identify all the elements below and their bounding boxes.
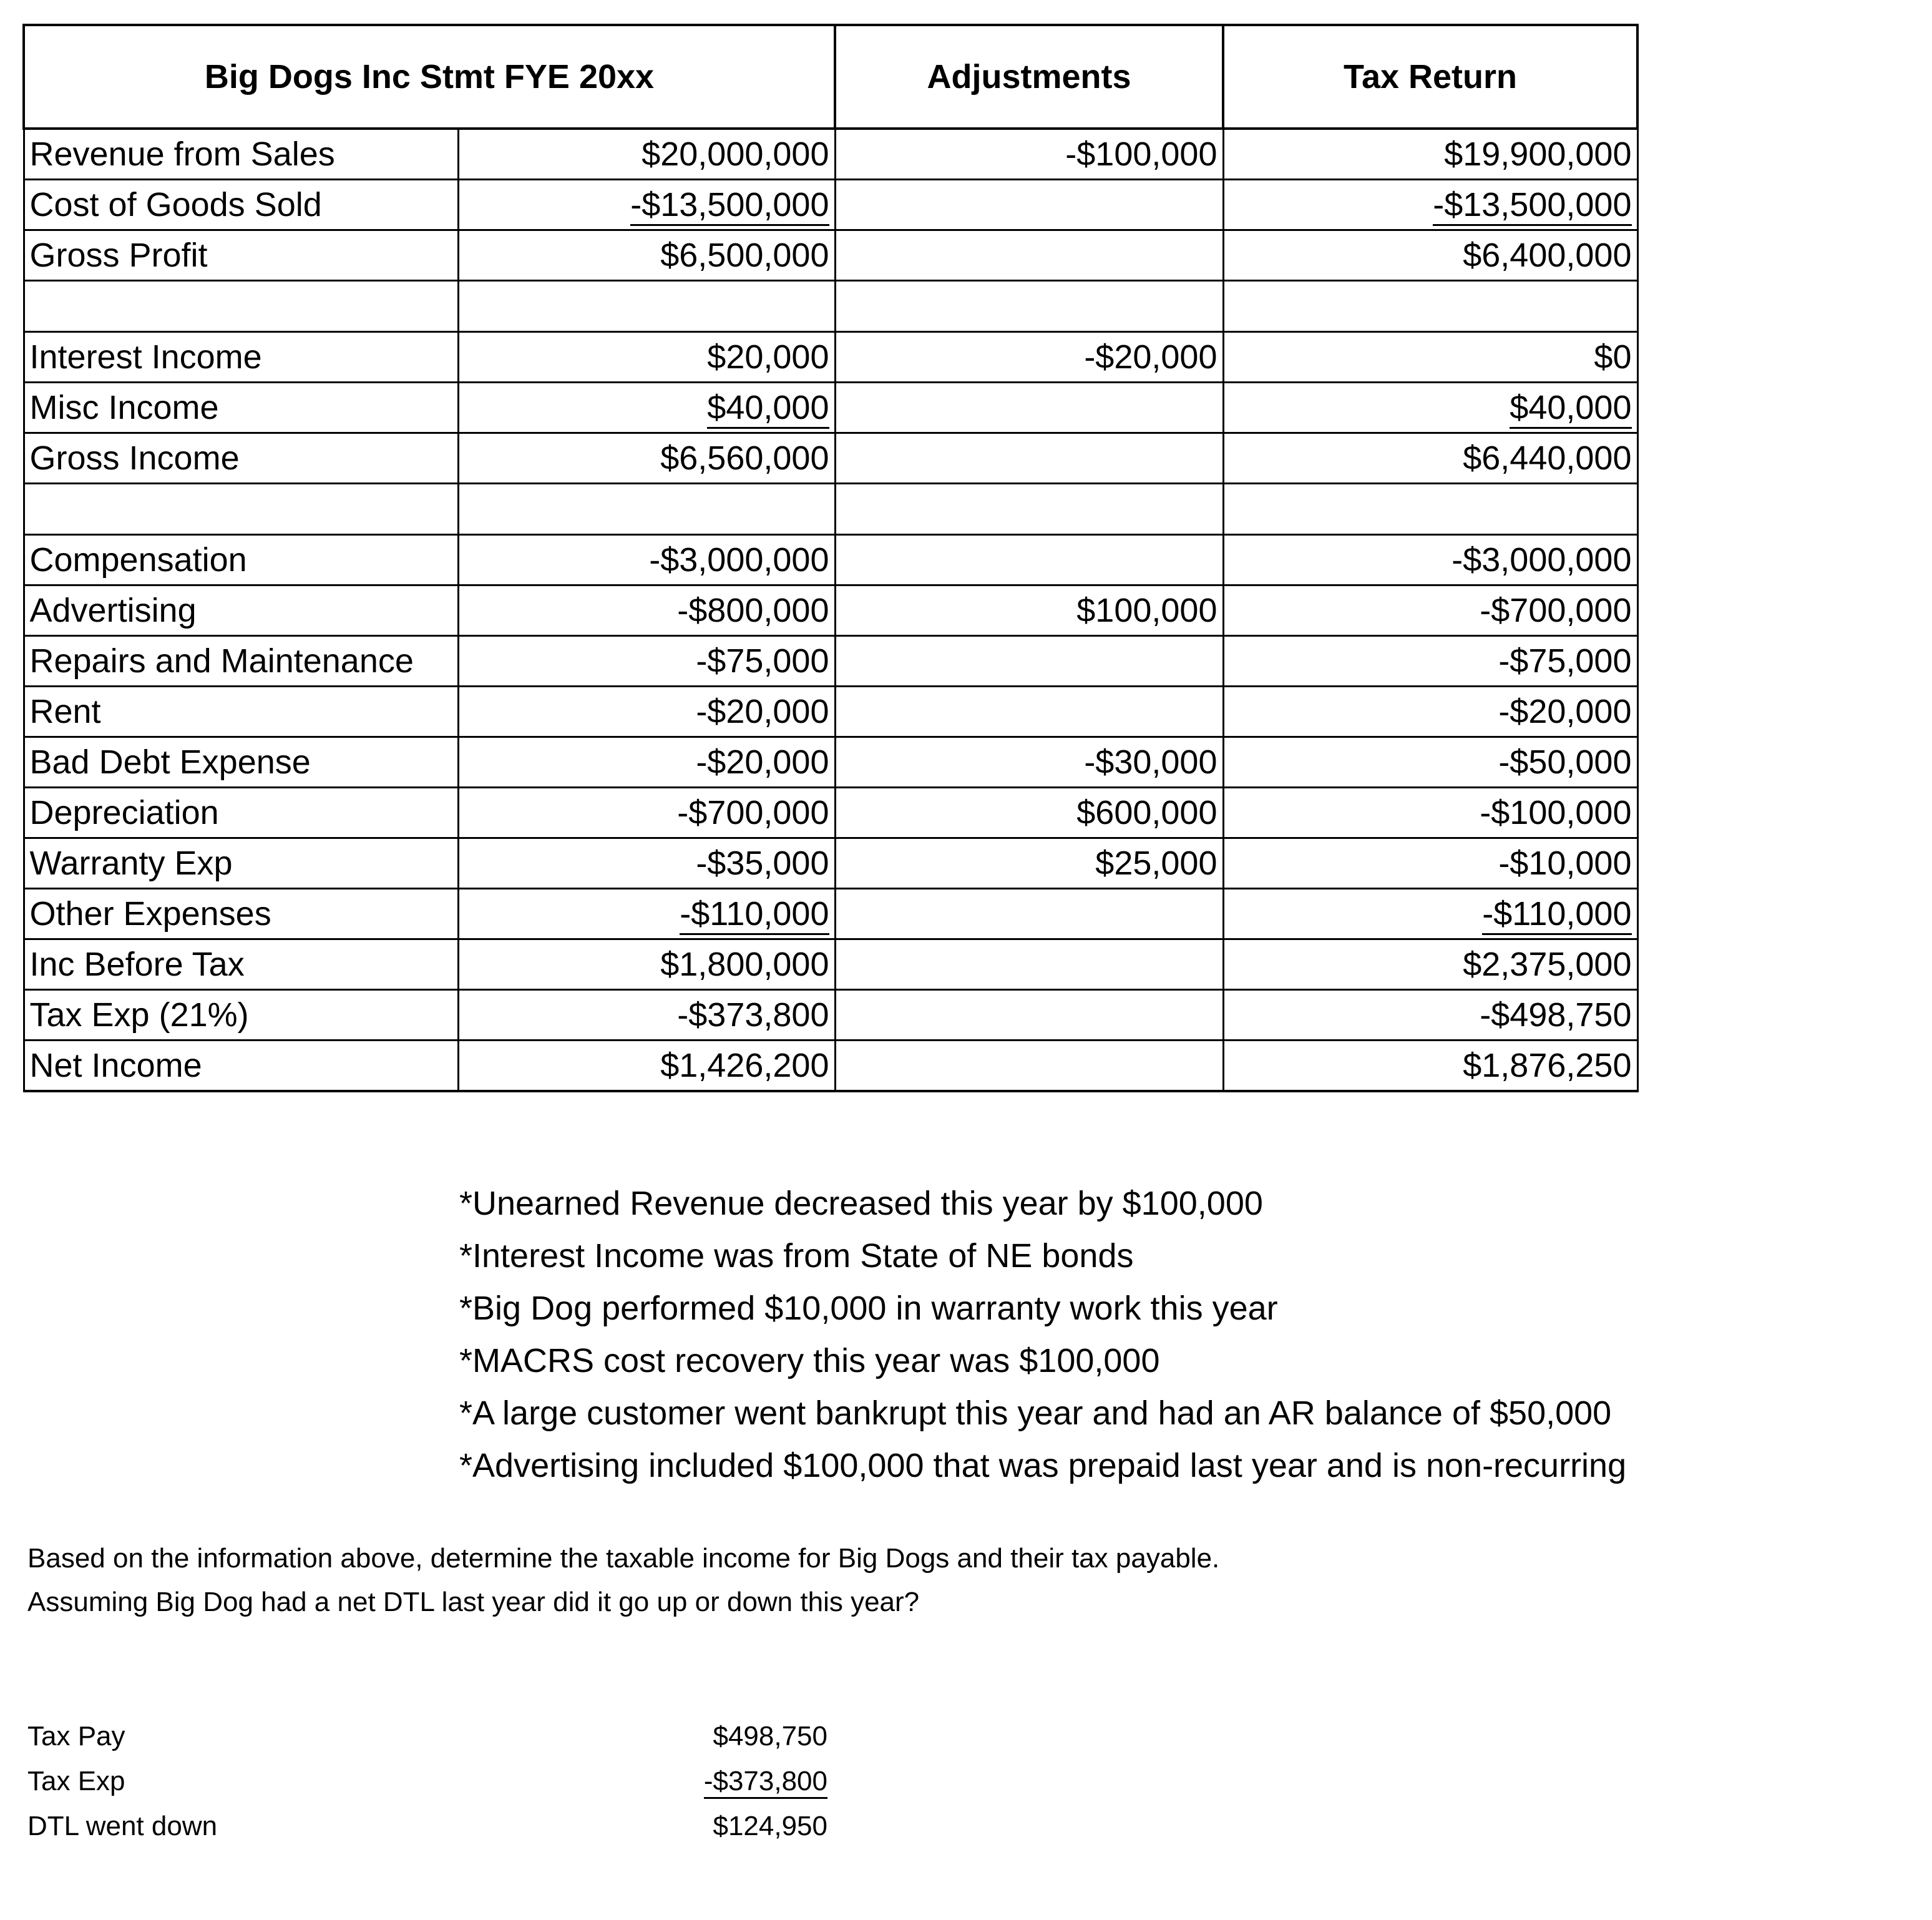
table-row bbox=[24, 990, 1637, 1041]
statement-amount[interactable] bbox=[458, 889, 835, 939]
adjustment-amount[interactable] bbox=[835, 535, 1223, 585]
row-label[interactable] bbox=[24, 281, 458, 332]
adjustment-amount[interactable] bbox=[835, 281, 1223, 332]
row-label[interactable]: Repairs and Maintenance bbox=[24, 636, 458, 687]
answer-value[interactable]: $124,950 bbox=[713, 1811, 827, 1841]
row-label[interactable]: Bad Debt Expense bbox=[24, 737, 458, 788]
tax-return-amount[interactable]: -$10,000 bbox=[1223, 838, 1637, 889]
adjustments-header: Adjustments bbox=[835, 25, 1223, 129]
note-item: *MACRS cost recovery this year was $100,000 bbox=[459, 1342, 1160, 1379]
statement-amount[interactable]: -$35,000 bbox=[458, 838, 835, 889]
table-row bbox=[24, 535, 1637, 585]
statement-amount-value: -$110,000 bbox=[680, 895, 829, 935]
tax-return-amount[interactable]: $6,440,000 bbox=[1223, 433, 1637, 484]
note-item: *Big Dog performed $10,000 in warranty work this year bbox=[459, 1290, 1278, 1327]
statement-amount[interactable]: $6,500,000 bbox=[458, 230, 835, 281]
answer-block bbox=[27, 1714, 827, 1849]
statement-amount[interactable]: $20,000 bbox=[458, 332, 835, 383]
statement-amount[interactable] bbox=[458, 281, 835, 332]
table-row bbox=[24, 1041, 1637, 1092]
row-label[interactable]: Gross Profit bbox=[24, 230, 458, 281]
row-label[interactable]: Misc Income bbox=[24, 383, 458, 433]
table-row bbox=[24, 433, 1637, 484]
statement-amount[interactable]: -$800,000 bbox=[458, 585, 835, 636]
tax-return-amount[interactable]: $2,375,000 bbox=[1223, 939, 1637, 990]
blank-row bbox=[24, 484, 1637, 535]
statement-amount-value: -$13,500,000 bbox=[630, 186, 829, 226]
tax-return-amount[interactable]: $0 bbox=[1223, 332, 1637, 383]
adjustment-amount[interactable] bbox=[835, 636, 1223, 687]
statement-amount[interactable] bbox=[458, 484, 835, 535]
tax-return-amount[interactable]: $19,900,000 bbox=[1223, 129, 1637, 180]
tax-return-amount[interactable] bbox=[1223, 281, 1637, 332]
table-row bbox=[24, 636, 1637, 687]
answer-label[interactable]: Tax Pay bbox=[27, 1721, 125, 1751]
adjustment-amount[interactable] bbox=[835, 990, 1223, 1041]
table-row bbox=[24, 129, 1637, 180]
answer-value[interactable]: $498,750 bbox=[713, 1721, 827, 1751]
row-label[interactable]: Tax Exp (21%) bbox=[24, 990, 458, 1041]
table-row bbox=[24, 180, 1637, 230]
table-row bbox=[24, 889, 1637, 939]
adjustment-amount[interactable] bbox=[835, 889, 1223, 939]
adjustment-amount[interactable] bbox=[835, 939, 1223, 990]
adjustment-amount[interactable] bbox=[835, 1041, 1223, 1092]
statement-amount[interactable] bbox=[458, 180, 835, 230]
tax-return-amount[interactable]: -$3,000,000 bbox=[1223, 535, 1637, 585]
statement-amount[interactable]: -$700,000 bbox=[458, 788, 835, 838]
tax-return-amount[interactable]: -$75,000 bbox=[1223, 636, 1637, 687]
table-row bbox=[24, 838, 1637, 889]
table-row bbox=[24, 332, 1637, 383]
note-item: *Unearned Revenue decreased this year by $100,000 bbox=[459, 1185, 1263, 1222]
adjustment-amount[interactable]: $100,000 bbox=[835, 585, 1223, 636]
row-label[interactable]: Revenue from Sales bbox=[24, 129, 458, 180]
adjustment-amount[interactable] bbox=[835, 230, 1223, 281]
answer-value-text: -$373,800 bbox=[704, 1766, 827, 1799]
adjustment-amount[interactable] bbox=[835, 180, 1223, 230]
statement-amount-value: $40,000 bbox=[707, 389, 829, 429]
row-label[interactable] bbox=[24, 484, 458, 535]
adjustment-amount[interactable]: $600,000 bbox=[835, 788, 1223, 838]
statement-amount[interactable]: -$75,000 bbox=[458, 636, 835, 687]
adjustment-amount[interactable] bbox=[835, 383, 1223, 433]
answer-row bbox=[27, 1804, 827, 1849]
note-item: *Interest Income was from State of NE bonds bbox=[459, 1237, 1134, 1275]
note-item: *Advertising included $100,000 that was prepaid last year and is non-recurring bbox=[459, 1447, 1627, 1484]
statement-amount[interactable]: $1,426,200 bbox=[458, 1041, 835, 1092]
row-label[interactable]: Advertising bbox=[24, 585, 458, 636]
tax-return-amount[interactable] bbox=[1223, 484, 1637, 535]
answer-row bbox=[27, 1759, 827, 1804]
income-statement-table bbox=[22, 24, 1639, 1092]
tax-return-amount[interactable]: -$498,750 bbox=[1223, 990, 1637, 1041]
tax-return-header: Tax Return bbox=[1223, 25, 1637, 129]
statement-title: Big Dogs Inc Stmt FYE 20xx bbox=[24, 25, 835, 129]
table-row bbox=[24, 383, 1637, 433]
table-row bbox=[24, 687, 1637, 737]
table-row bbox=[24, 939, 1637, 990]
statement-amount[interactable]: $6,560,000 bbox=[458, 433, 835, 484]
tax-return-amount-value: -$13,500,000 bbox=[1433, 186, 1631, 226]
table-row bbox=[24, 737, 1637, 788]
row-label[interactable]: Cost of Goods Sold bbox=[24, 180, 458, 230]
row-label[interactable]: Interest Income bbox=[24, 332, 458, 383]
row-label[interactable]: Inc Before Tax bbox=[24, 939, 458, 990]
statement-amount[interactable]: -$20,000 bbox=[458, 687, 835, 737]
tax-return-amount-value: $40,000 bbox=[1510, 389, 1631, 429]
answer-value[interactable] bbox=[651, 1759, 827, 1804]
statement-amount[interactable]: -$3,000,000 bbox=[458, 535, 835, 585]
tax-return-amount[interactable]: $6,400,000 bbox=[1223, 230, 1637, 281]
statement-amount[interactable] bbox=[458, 383, 835, 433]
tax-return-amount[interactable] bbox=[1223, 180, 1637, 230]
questions-block bbox=[27, 1537, 1219, 1624]
tax-return-amount[interactable]: $1,876,250 bbox=[1223, 1041, 1637, 1092]
answer-label[interactable]: DTL went down bbox=[27, 1811, 218, 1841]
row-label[interactable]: Net Income bbox=[24, 1041, 458, 1092]
answer-label[interactable]: Tax Exp bbox=[27, 1766, 125, 1796]
row-label[interactable]: Gross Income bbox=[24, 433, 458, 484]
adjustment-amount[interactable]: -$100,000 bbox=[835, 129, 1223, 180]
question-text: Based on the information above, determine the taxable income for Big Dogs and their tax payable. bbox=[27, 1543, 1220, 1574]
tax-return-amount[interactable]: -$700,000 bbox=[1223, 585, 1637, 636]
adjustment-amount[interactable] bbox=[835, 484, 1223, 535]
tax-return-amount[interactable]: -$20,000 bbox=[1223, 687, 1637, 737]
statement-amount[interactable]: -$373,800 bbox=[458, 990, 835, 1041]
adjustment-amount[interactable]: -$20,000 bbox=[835, 332, 1223, 383]
tax-return-amount[interactable]: -$50,000 bbox=[1223, 737, 1637, 788]
tax-return-amount[interactable]: -$100,000 bbox=[1223, 788, 1637, 838]
table-row bbox=[24, 585, 1637, 636]
row-label[interactable]: Other Expenses bbox=[24, 889, 458, 939]
statement-amount[interactable]: -$20,000 bbox=[458, 737, 835, 788]
row-label[interactable]: Warranty Exp bbox=[24, 838, 458, 889]
blank-row bbox=[24, 281, 1637, 332]
notes-list bbox=[459, 1177, 1626, 1492]
table-header-row bbox=[24, 25, 1637, 129]
row-label[interactable]: Depreciation bbox=[24, 788, 458, 838]
note-item: *A large customer went bankrupt this year and had an AR balance of $50,000 bbox=[459, 1394, 1612, 1432]
tax-return-amount-value: -$110,000 bbox=[1482, 895, 1631, 935]
answer-row bbox=[27, 1714, 827, 1759]
adjustment-amount[interactable] bbox=[835, 433, 1223, 484]
question-text: Assuming Big Dog had a net DTL last year did it go up or down this year? bbox=[27, 1587, 920, 1617]
adjustment-amount[interactable]: $25,000 bbox=[835, 838, 1223, 889]
row-label[interactable]: Compensation bbox=[24, 535, 458, 585]
tax-return-amount[interactable] bbox=[1223, 383, 1637, 433]
table-row bbox=[24, 788, 1637, 838]
statement-amount[interactable]: $20,000,000 bbox=[458, 129, 835, 180]
table-row bbox=[24, 230, 1637, 281]
row-label[interactable]: Rent bbox=[24, 687, 458, 737]
tax-return-amount[interactable] bbox=[1223, 889, 1637, 939]
adjustment-amount[interactable]: -$30,000 bbox=[835, 737, 1223, 788]
adjustment-amount[interactable] bbox=[835, 687, 1223, 737]
statement-amount[interactable]: $1,800,000 bbox=[458, 939, 835, 990]
